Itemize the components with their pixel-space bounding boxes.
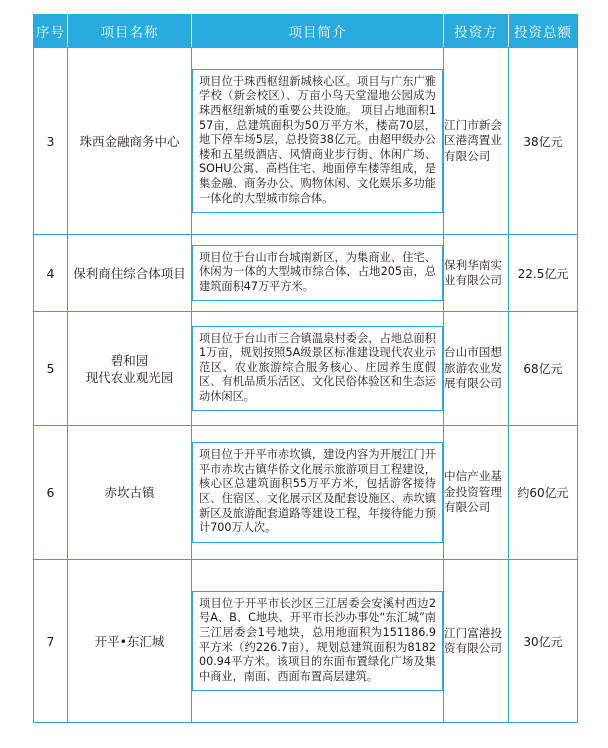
investment-amount: 30亿元	[509, 560, 578, 723]
project-name: 保利商住综合体项目	[68, 235, 192, 312]
project-name: 开平•东汇城	[68, 560, 192, 723]
row-index: 5	[34, 312, 68, 426]
investor: 中信产业基金投资管理有限公司	[444, 426, 509, 560]
investor: 江门市新会区港湾置业有限公司	[444, 48, 509, 235]
header-investor: 投资方	[444, 15, 509, 48]
header-total-investment: 投资总额	[509, 15, 578, 48]
table-row	[34, 312, 578, 426]
project-name	[68, 312, 192, 426]
row-index: 3	[34, 48, 68, 235]
project-summary-cell	[192, 560, 444, 723]
table-header-row	[34, 15, 578, 48]
project-summary-cell	[192, 235, 444, 312]
table-row	[34, 235, 578, 312]
investor: 江门富港投资有限公司	[444, 560, 509, 723]
project-summary: 项目位于开平市赤坎镇，建设内容为开展江门开平市赤坎古镇华侨文化展示旅游项目工程建设，核心区总建筑面积55万平方米，包括游客接待区、住宿区、文化展示区及配套设施区、赤坎镇新区及旅游配套道路等建设工程，年接待能力预计700万人次。	[192, 442, 443, 543]
header-project-name: 项目名称	[68, 15, 192, 48]
investor: 台山市国想旅游农业发展有限公司	[444, 312, 509, 426]
project-summary-cell	[192, 48, 444, 235]
project-summary: 项目位于台山市三合镇温泉村委会，占地总面积1万亩，规划按照5A级景区标准建设现代农业示范区、农业旅游综合服务核心、庄园养生度假区、有机品质乐活区、文化民俗体验区和生态运动休闲区。	[192, 326, 443, 412]
project-summary: 项目位于珠西枢纽新城核心区。项目与广东广雅学校（新会校区）、万亩小鸟天堂湿地公园成为珠西枢纽新城的重要公共设施。 项目占地面积157亩，总建筑面积为50万平方米，楼高70层，地下停车场5层，总投资38亿元。由超甲级办公楼和五星级酒店、风情商业步行街、休闲广场、SOHU公寓、高档住宅、地面停车楼等组成，是集金融、商务办公、购物休闲、文化娱乐多功能一体化的大型城市综合体。	[192, 69, 443, 213]
header-index: 序号	[34, 15, 68, 48]
investment-amount: 68亿元	[509, 312, 578, 426]
project-table	[33, 14, 578, 723]
table-row	[34, 48, 578, 235]
project-name-line-2: 现代农业观光园	[85, 369, 174, 385]
investment-amount: 约60亿元	[509, 426, 578, 560]
row-index: 4	[34, 235, 68, 312]
investment-amount: 38亿元	[509, 48, 578, 235]
table-row	[34, 426, 578, 560]
project-summary-cell	[192, 312, 444, 426]
row-index: 7	[34, 560, 68, 723]
investment-amount: 22.5亿元	[509, 235, 578, 312]
table-row	[34, 560, 578, 723]
project-name: 赤坎古镇	[68, 426, 192, 560]
project-summary: 项目位于台山市台城南新区，为集商业、住宅、休闲为一体的大型城市综合体，占地205亩，总建筑面积47万平方米。	[192, 245, 443, 302]
header-project-summary: 项目简介	[192, 15, 444, 48]
project-summary-cell	[192, 426, 444, 560]
investor: 保利华南实业有限公司	[444, 235, 509, 312]
project-name-line-1: 碧和园	[110, 352, 149, 368]
project-name: 珠西金融商务中心	[68, 48, 192, 235]
row-index: 6	[34, 426, 68, 560]
project-summary: 项目位于开平市长沙区三江居委会安溪村西边2号A、B、C地块、开平市长沙办事处“东汇城”南三江居委会1号地块，总用地面积为151186.9平方米（约226.7亩），规划总建筑面积为818200.94平方米。该项目的东面布置绿化广场及集中商业，南面、西面布置高层建筑。	[192, 591, 443, 692]
